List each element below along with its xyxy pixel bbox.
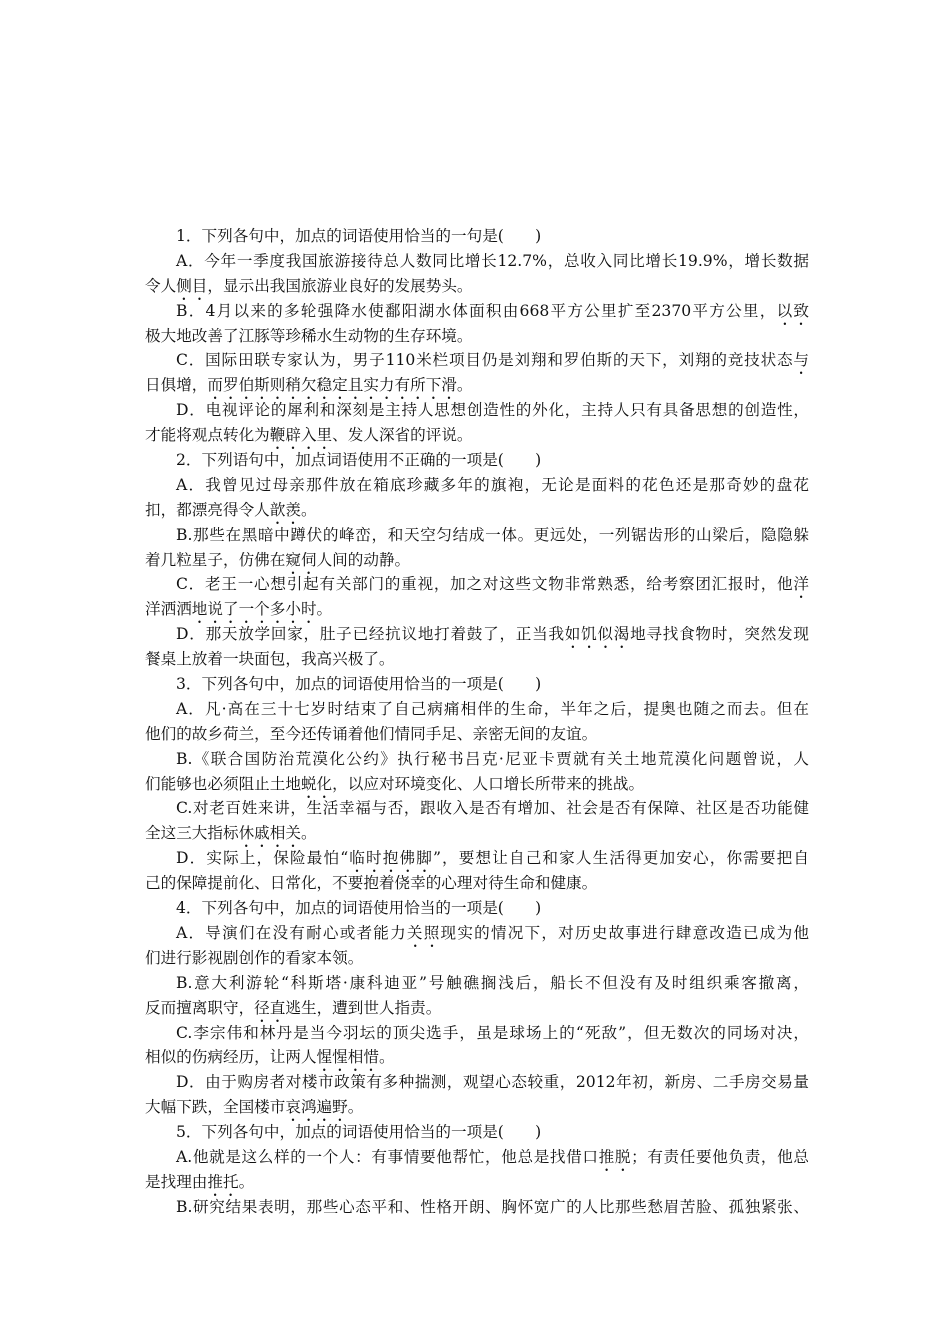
text-run: 。	[300, 500, 317, 519]
emphasized-term: 洋	[793, 575, 809, 594]
emphasized-term: ，而罗伯斯则稍欠稳定且实力有所下滑。	[191, 376, 473, 395]
text-run: C.对老百姓来讲，生活幸福与否，跟收入是否有增加、社会是否有保障、社区是否功能健	[176, 799, 809, 818]
text-run: 他们的故乡荷兰，至今还传诵着他们情同手足、亲密无间的友谊。	[145, 724, 598, 743]
option-line	[145, 473, 809, 498]
text-run: 相似的伤病经历，让两人	[145, 1048, 317, 1067]
text-run: B.《联合国防治荒漠化公约》执行秘书吕克·尼亚卡贾就有关土地荒漠化问题曾说，人	[176, 749, 809, 768]
text-run: 。	[300, 824, 317, 843]
option-continuation	[145, 647, 809, 672]
text-run: 们能够也必须阻止土地	[145, 774, 301, 793]
option-line	[145, 398, 809, 423]
question-stem: 5．下列各句中，加点的词语使用恰当的一项是( )	[176, 1123, 542, 1142]
option-continuation	[145, 597, 809, 622]
option-continuation	[145, 821, 809, 846]
emphasized-term: 休戚相关	[238, 824, 301, 843]
text-run: 逃生，遭到世人指责。	[285, 998, 442, 1017]
text-run: 、发人深省的评说。	[332, 426, 473, 445]
emphasized-term: 关照	[406, 923, 441, 942]
option-continuation	[145, 373, 809, 398]
option-continuation	[145, 498, 809, 523]
text-run: B.研究结果表明，那些心态平和、性格开朗、胸怀宽广的人比那些愁眉苦脸、孤独紧张、	[176, 1197, 809, 1216]
option-line	[145, 249, 809, 274]
option-line	[145, 1195, 809, 1220]
emphasized-term: 惺惺相惜	[316, 1048, 379, 1067]
text-run: C.李宗伟和林丹是当今羽坛的顶尖选手，虽是球场上的“死敌”，但无数次的同场对决，	[176, 1023, 809, 1042]
emphasized-term: 与	[793, 351, 809, 370]
text-run: D．实际上，保险最怕“	[176, 849, 349, 868]
text-run: 反而擅离职守，	[145, 998, 255, 1017]
text-run: 。	[238, 1172, 255, 1191]
exercise-page	[145, 224, 809, 1220]
emphasized-term: 侧目	[176, 276, 208, 295]
text-run: A．我曾见过母亲那件放在箱底珍藏多年的旗袍，无论是面料的花色还是那奇妙的盘花	[176, 475, 809, 494]
text-run: A．凡·高在三十七岁时结束了自己病痛相伴的生命，半年之后，提奥也随之而去。但在	[176, 699, 809, 718]
text-run: 现实的情况下，对历史故事进行肆意改造已成为他	[440, 923, 809, 942]
option-line	[145, 299, 809, 324]
option-continuation	[145, 772, 809, 797]
text-run: 令人	[145, 276, 177, 295]
text-run: C．老王一心想引起有关部门的重视，加之对这些文物非常熟悉，给考察团汇报时，他	[176, 575, 794, 594]
text-run: 餐桌上放着一块面包，我高兴极了。	[145, 650, 395, 669]
text-run: A．今年一季度我国旅游接待总人数同比增长12.7%，总收入同比增长19.9%，增长数据	[176, 251, 809, 270]
text-run: D．由于购房者对楼市政策有多种揣测，观望心态较重，2012年初，新房、二手房交易量	[176, 1073, 809, 1092]
option-line	[145, 1070, 809, 1095]
emphasized-term: 推脱	[598, 1147, 632, 1166]
emphasized-term: 推托	[207, 1172, 239, 1191]
text-run: ；有责任要他负责，他总	[631, 1147, 809, 1166]
emphasized-term: 以致	[776, 301, 809, 320]
text-run: 大幅下跌，全国楼市	[145, 1098, 286, 1117]
emphasized-term: 鞭辟入里	[269, 426, 333, 445]
emphasized-term: 蜕化	[300, 774, 333, 793]
option-continuation	[145, 423, 809, 448]
text-run: 己的保障提前化、日常化，不要抱着侥幸的心理对待生命和健康。	[145, 874, 598, 893]
option-line	[145, 796, 809, 821]
text-run: 极大地改善了江豚等珍稀水生动物的生存环境。	[145, 326, 473, 345]
question-stem: 1．下列各句中，加点的词语使用恰当的一句是( )	[176, 227, 542, 245]
emphasized-term: 哀鸿遍野	[285, 1098, 348, 1117]
option-line	[145, 523, 809, 548]
text-run: 。	[347, 1098, 364, 1117]
option-continuation	[145, 1045, 809, 1070]
emphasized-term: 地说了一个多小时。	[191, 600, 333, 619]
text-run: ”，要想让自己和家人生活得更加安心，你需要把自	[432, 849, 809, 868]
option-continuation	[145, 946, 809, 971]
text-run: ，以应对环境变化、人口增长所带来的挑战。	[332, 774, 645, 793]
text-run: D．电视评论的犀利和深刻是主持人思想创造性的外化，主持人只有具备思想的创造性，	[176, 401, 809, 420]
option-line	[145, 747, 809, 772]
text-run: 人间的动静。	[316, 550, 411, 569]
option-line	[145, 921, 809, 946]
option-line	[145, 622, 809, 647]
text-run: A.他就是这么样的一个人：有事情要他帮忙，他总是找借口	[176, 1147, 599, 1166]
text-run: 全这三大指标	[145, 824, 239, 843]
emphasized-term: 如饥似渴	[564, 625, 631, 644]
option-line	[145, 572, 809, 597]
option-continuation	[145, 871, 809, 896]
option-continuation	[145, 996, 809, 1021]
text-run: 洋洒洒	[145, 600, 192, 619]
option-line	[145, 348, 809, 373]
text-run: 日俱增	[145, 376, 192, 395]
text-run: C．国际田联专家认为，男子110米栏项目仍是刘翔和罗伯斯的天下，刘翔的竞技状态	[176, 351, 794, 370]
option-continuation	[145, 548, 809, 573]
text-run: 们进行影视剧创作的看家本领。	[145, 948, 364, 967]
option-line	[145, 697, 809, 722]
emphasized-term: 歆羡	[269, 500, 301, 519]
text-run: ，显示出我国旅游业良好的发展势头。	[207, 276, 473, 295]
option-continuation	[145, 1170, 809, 1195]
text-run: B.意大利游轮“科斯塔·康科迪亚”号触礁搁浅后，船长不但没有及时组织乘客撤离，	[176, 973, 809, 992]
emphasized-term: 临时抱佛脚	[348, 849, 433, 868]
question-stem: 4．下列各句中，加点的词语使用恰当的一项是( )	[176, 899, 542, 918]
text-run: B.那些在黑暗中蹲伏的峰峦，和天空匀结成一体。更远处，一列锯齿形的山梁后，隐隐躲	[176, 525, 809, 544]
option-line	[145, 846, 809, 871]
option-continuation	[145, 274, 809, 299]
text-run: 着几粒星子，仿佛在	[145, 550, 286, 569]
option-line	[145, 1021, 809, 1046]
text-run: 。	[378, 1048, 395, 1067]
text-run: A．导演们在没有耐心或者能力	[176, 923, 407, 942]
text-run: 是找理由	[145, 1172, 208, 1191]
text-run: D．那天放学回家，肚子已经抗议地打着鼓了，正当我	[176, 625, 565, 644]
question-stem: 2．下列语句中，加点词语使用不正确的一项是( )	[176, 451, 542, 470]
text-run: B．4月以来的多轮强降水使鄱阳湖水体面积由668平方公里扩至2370平方公里，	[176, 301, 777, 320]
text-run: 扣，都漂亮得令人	[145, 500, 270, 519]
emphasized-term: 窥伺	[285, 550, 317, 569]
option-continuation	[145, 722, 809, 747]
option-continuation	[145, 324, 809, 349]
text-run: 才能将观点转化为	[145, 426, 270, 445]
text-run: 地寻找食物时，突然发现	[630, 625, 809, 644]
question-stem: 3．下列各句中，加点的词语使用恰当的一项是( )	[176, 675, 542, 694]
option-line	[145, 971, 809, 996]
option-line	[145, 1145, 809, 1170]
emphasized-term: 径直	[254, 998, 286, 1017]
option-continuation	[145, 1095, 809, 1120]
